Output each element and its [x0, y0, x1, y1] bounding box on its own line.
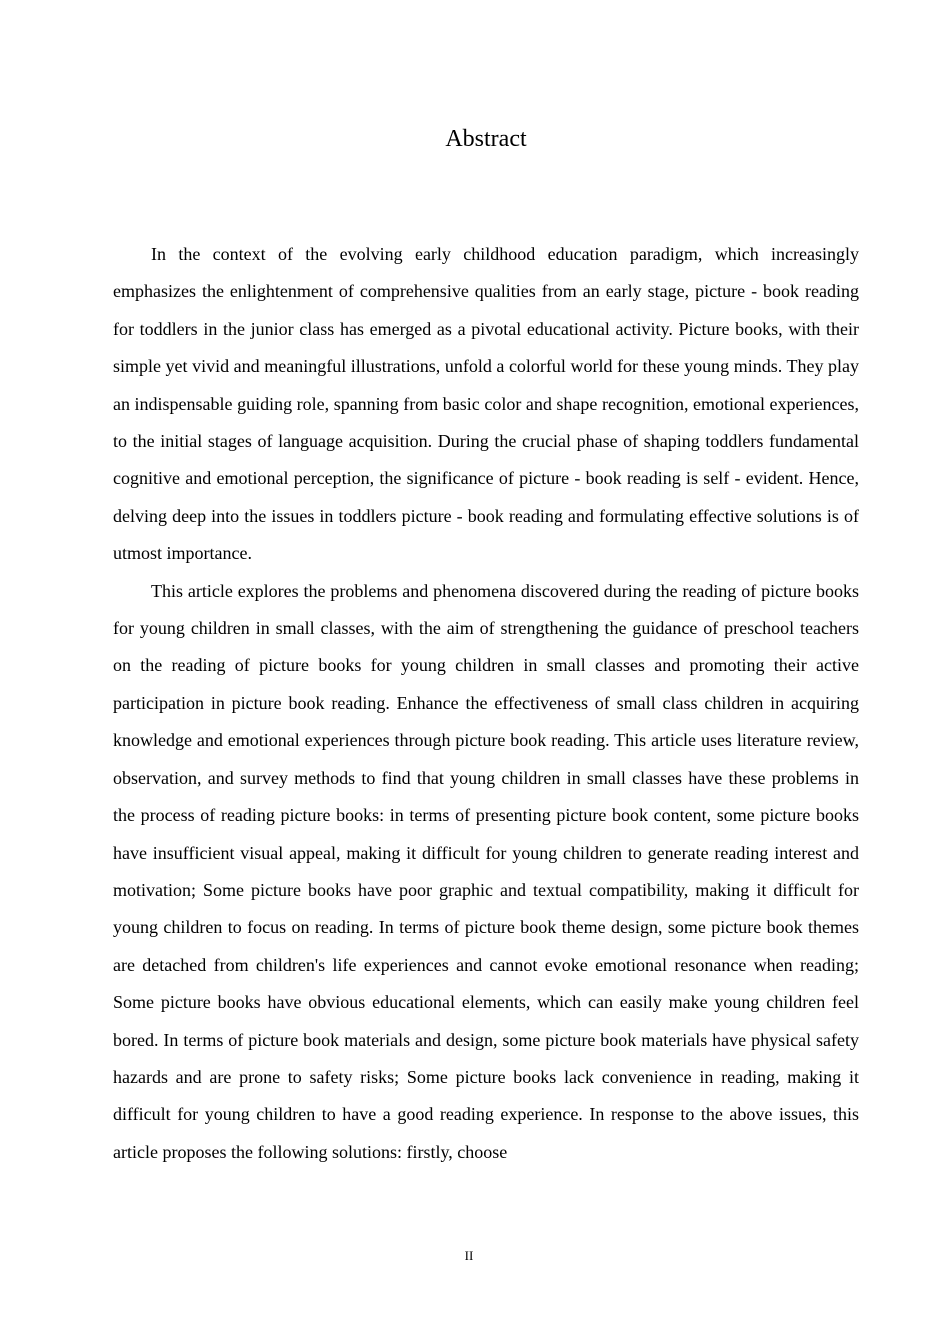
- abstract-paragraph-2: This article explores the problems and phenomena discovered during the reading of picture books for young children in small classes, with the aim of strengthening the guidance of preschool teachers on the reading of picture books for young children in small classes and promoting their active participation in picture book reading. Enhance the effectiveness of small class children in acquiring knowledge and emotional experiences through picture book reading. This article uses literature review, observation, and survey methods to find that young children in small classes have these problems in the process of reading picture books: in terms of presenting picture book content, some picture books have insufficient visual appeal, making it difficult for young children to generate reading interest and motivation; Some picture books have poor graphic and textual compatibility, making it difficult for young children to focus on reading. In terms of picture book theme design, some picture book themes are detached from children's life experiences and cannot evoke emotional resonance when reading; Some picture books have obvious educational elements, which can easily make young children feel bored. In terms of picture book materials and design, some picture book materials have physical safety hazards and are prone to safety risks; Some picture books lack convenience in reading, making it difficult for young children to have a good reading experience. In response to the above issues, this article proposes the following solutions: firstly, choose: [113, 580, 859, 1162]
- abstract-body: [113, 236, 859, 1171]
- abstract-paragraph-1: In the context of the evolving early childhood education paradigm, which increasingly emphasizes the enlightenment of comprehensive qualities from an early stage, picture - book reading for toddlers in the junior class has emerged as a pivotal educational activity. Picture books, with their simple yet vivid and meaningful illustrations, unfold a colorful world for these young minds. They play an indispensable guiding role, spanning from basic color and shape recognition, emotional experiences, to the initial stages of language acquisition. During the crucial phase of shaping toddlers fundamental cognitive and emotional perception, the significance of picture - book reading is self - evident. Hence, delving deep into the issues in toddlers picture - book reading and formulating effective solutions is of utmost importance.: [113, 244, 859, 564]
- page-title: Abstract: [445, 126, 527, 152]
- page-number: II: [464, 1248, 474, 1263]
